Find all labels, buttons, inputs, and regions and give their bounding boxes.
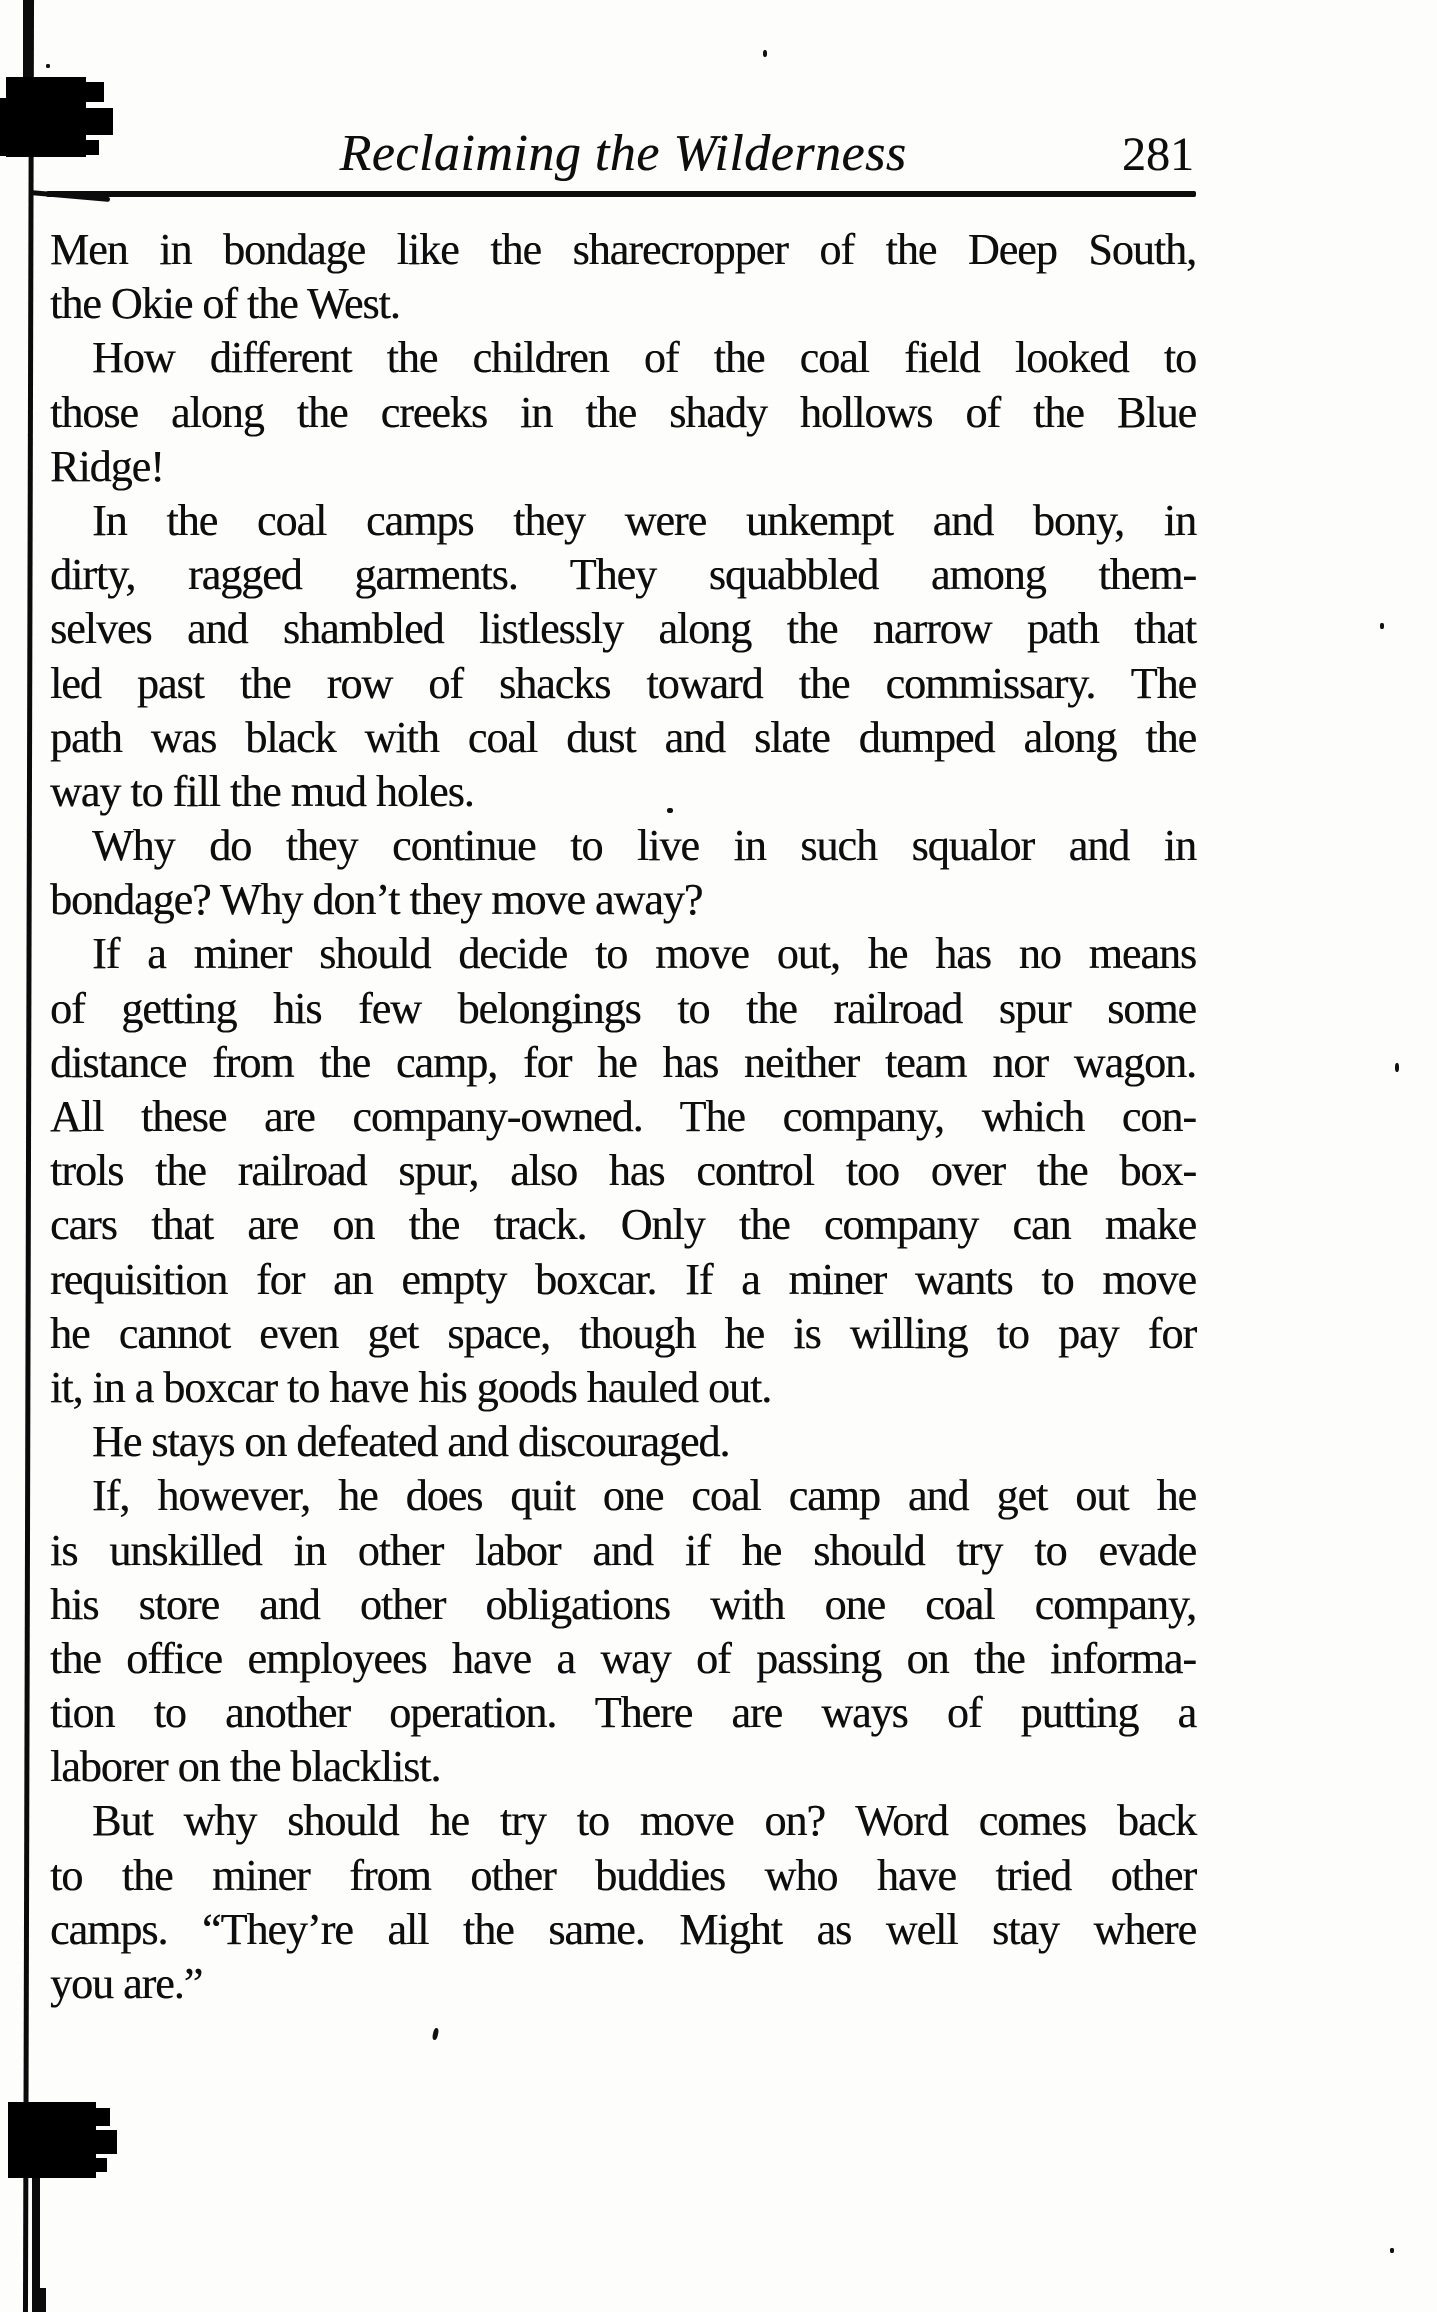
- running-title: Reclaiming the Wilderness: [339, 125, 907, 182]
- text-line: If a miner should decide to move out, he has no means: [92, 929, 1196, 979]
- page-spine-line: [23, 0, 34, 2312]
- text-line: way to fill the mud holes.: [50, 766, 474, 816]
- text-line: cars that are on the track. Only the company can make: [50, 1200, 1196, 1250]
- text-line: is unskilled in other labor and if he should try to evade: [50, 1525, 1196, 1575]
- text-line: the Okie of the West.: [50, 279, 400, 329]
- scan-speck: [432, 2028, 439, 2041]
- text-line: Ridge!: [50, 441, 164, 491]
- text-line: Men in bondage like the sharecropper of the Deep South,: [50, 225, 1196, 274]
- text-line: requisition for an empty boxcar. If a miner wants to move: [50, 1254, 1196, 1304]
- text-line: Why do they continue to live in such squalor and in: [92, 821, 1196, 871]
- header-rule: [46, 191, 1196, 197]
- ink-blob-bottom: [8, 2102, 96, 2178]
- page-number: 281: [1122, 128, 1194, 181]
- body-text: [50, 223, 1196, 2011]
- text-line: bondage? Why don’t they move away?: [50, 875, 703, 925]
- text-line: In the coal camps they were unkempt and bony, in: [92, 495, 1196, 545]
- page-header: [50, 118, 1196, 180]
- text-line: distance from the camp, for he has neither team nor wagon.: [50, 1037, 1196, 1087]
- text-line: All these are company-owned. The company, which con-: [50, 1092, 1196, 1141]
- scan-speck: [667, 808, 673, 813]
- text-line: led past the row of shacks toward the commissary. The: [50, 658, 1196, 708]
- text-line: laborer on the blacklist.: [50, 1742, 441, 1792]
- text-line: dirty, ragged garments. They squabbled among them-: [50, 550, 1196, 600]
- text-line: it, in a boxcar to have his goods hauled out.: [50, 1362, 772, 1412]
- page-spine-line-foot: [34, 2288, 46, 2312]
- ink-blob-bottom-ragged: [96, 2158, 107, 2172]
- scan-speck: [1390, 2248, 1394, 2253]
- text-line: If, however, he does quit one coal camp and get out he: [92, 1471, 1196, 1521]
- scan-speck: [763, 50, 767, 57]
- text-line: to the miner from other buddies who have tried other: [50, 1850, 1196, 1900]
- page-spine-line-top: [23, 0, 30, 80]
- text-line: he cannot even get space, though he is willing to pay for: [50, 1308, 1196, 1358]
- text-line: selves and shambled listlessly along the narrow path that: [50, 604, 1196, 654]
- scan-speck: [1395, 1063, 1399, 1072]
- text-line: path was black with coal dust and slate dumped along the: [50, 712, 1196, 762]
- text-line: of getting his few belongings to the railroad spur some: [50, 983, 1196, 1033]
- text-line: trols the railroad spur, also has control too over the box-: [50, 1146, 1196, 1196]
- ink-blob-bottom-ragged: [96, 2130, 117, 2154]
- text-line: those along the creeks in the shady hollows of the Blue: [50, 387, 1196, 437]
- text-line: his store and other obligations with one coal company,: [50, 1579, 1196, 1629]
- ink-blob-bottom-ragged: [96, 2108, 110, 2126]
- ink-blob-top-edge: [0, 98, 9, 156]
- text-line: He stays on defeated and discouraged.: [92, 1417, 730, 1467]
- text-line: tion to another operation. There are ways of putting a: [50, 1688, 1196, 1738]
- text-line: How different the children of the coal field looked to: [92, 333, 1196, 383]
- ink-blob-top-ragged: [86, 82, 104, 102]
- text-line: the office employees have a way of passing on the informa-: [50, 1633, 1196, 1683]
- text-line: camps. “They’re all the same. Might as well stay where: [50, 1904, 1196, 1954]
- text-line: But why should he try to move on? Word comes back: [92, 1796, 1196, 1846]
- scan-speck: [1380, 623, 1384, 629]
- text-line: you are.”: [50, 1959, 203, 2008]
- scan-speck: [46, 64, 50, 68]
